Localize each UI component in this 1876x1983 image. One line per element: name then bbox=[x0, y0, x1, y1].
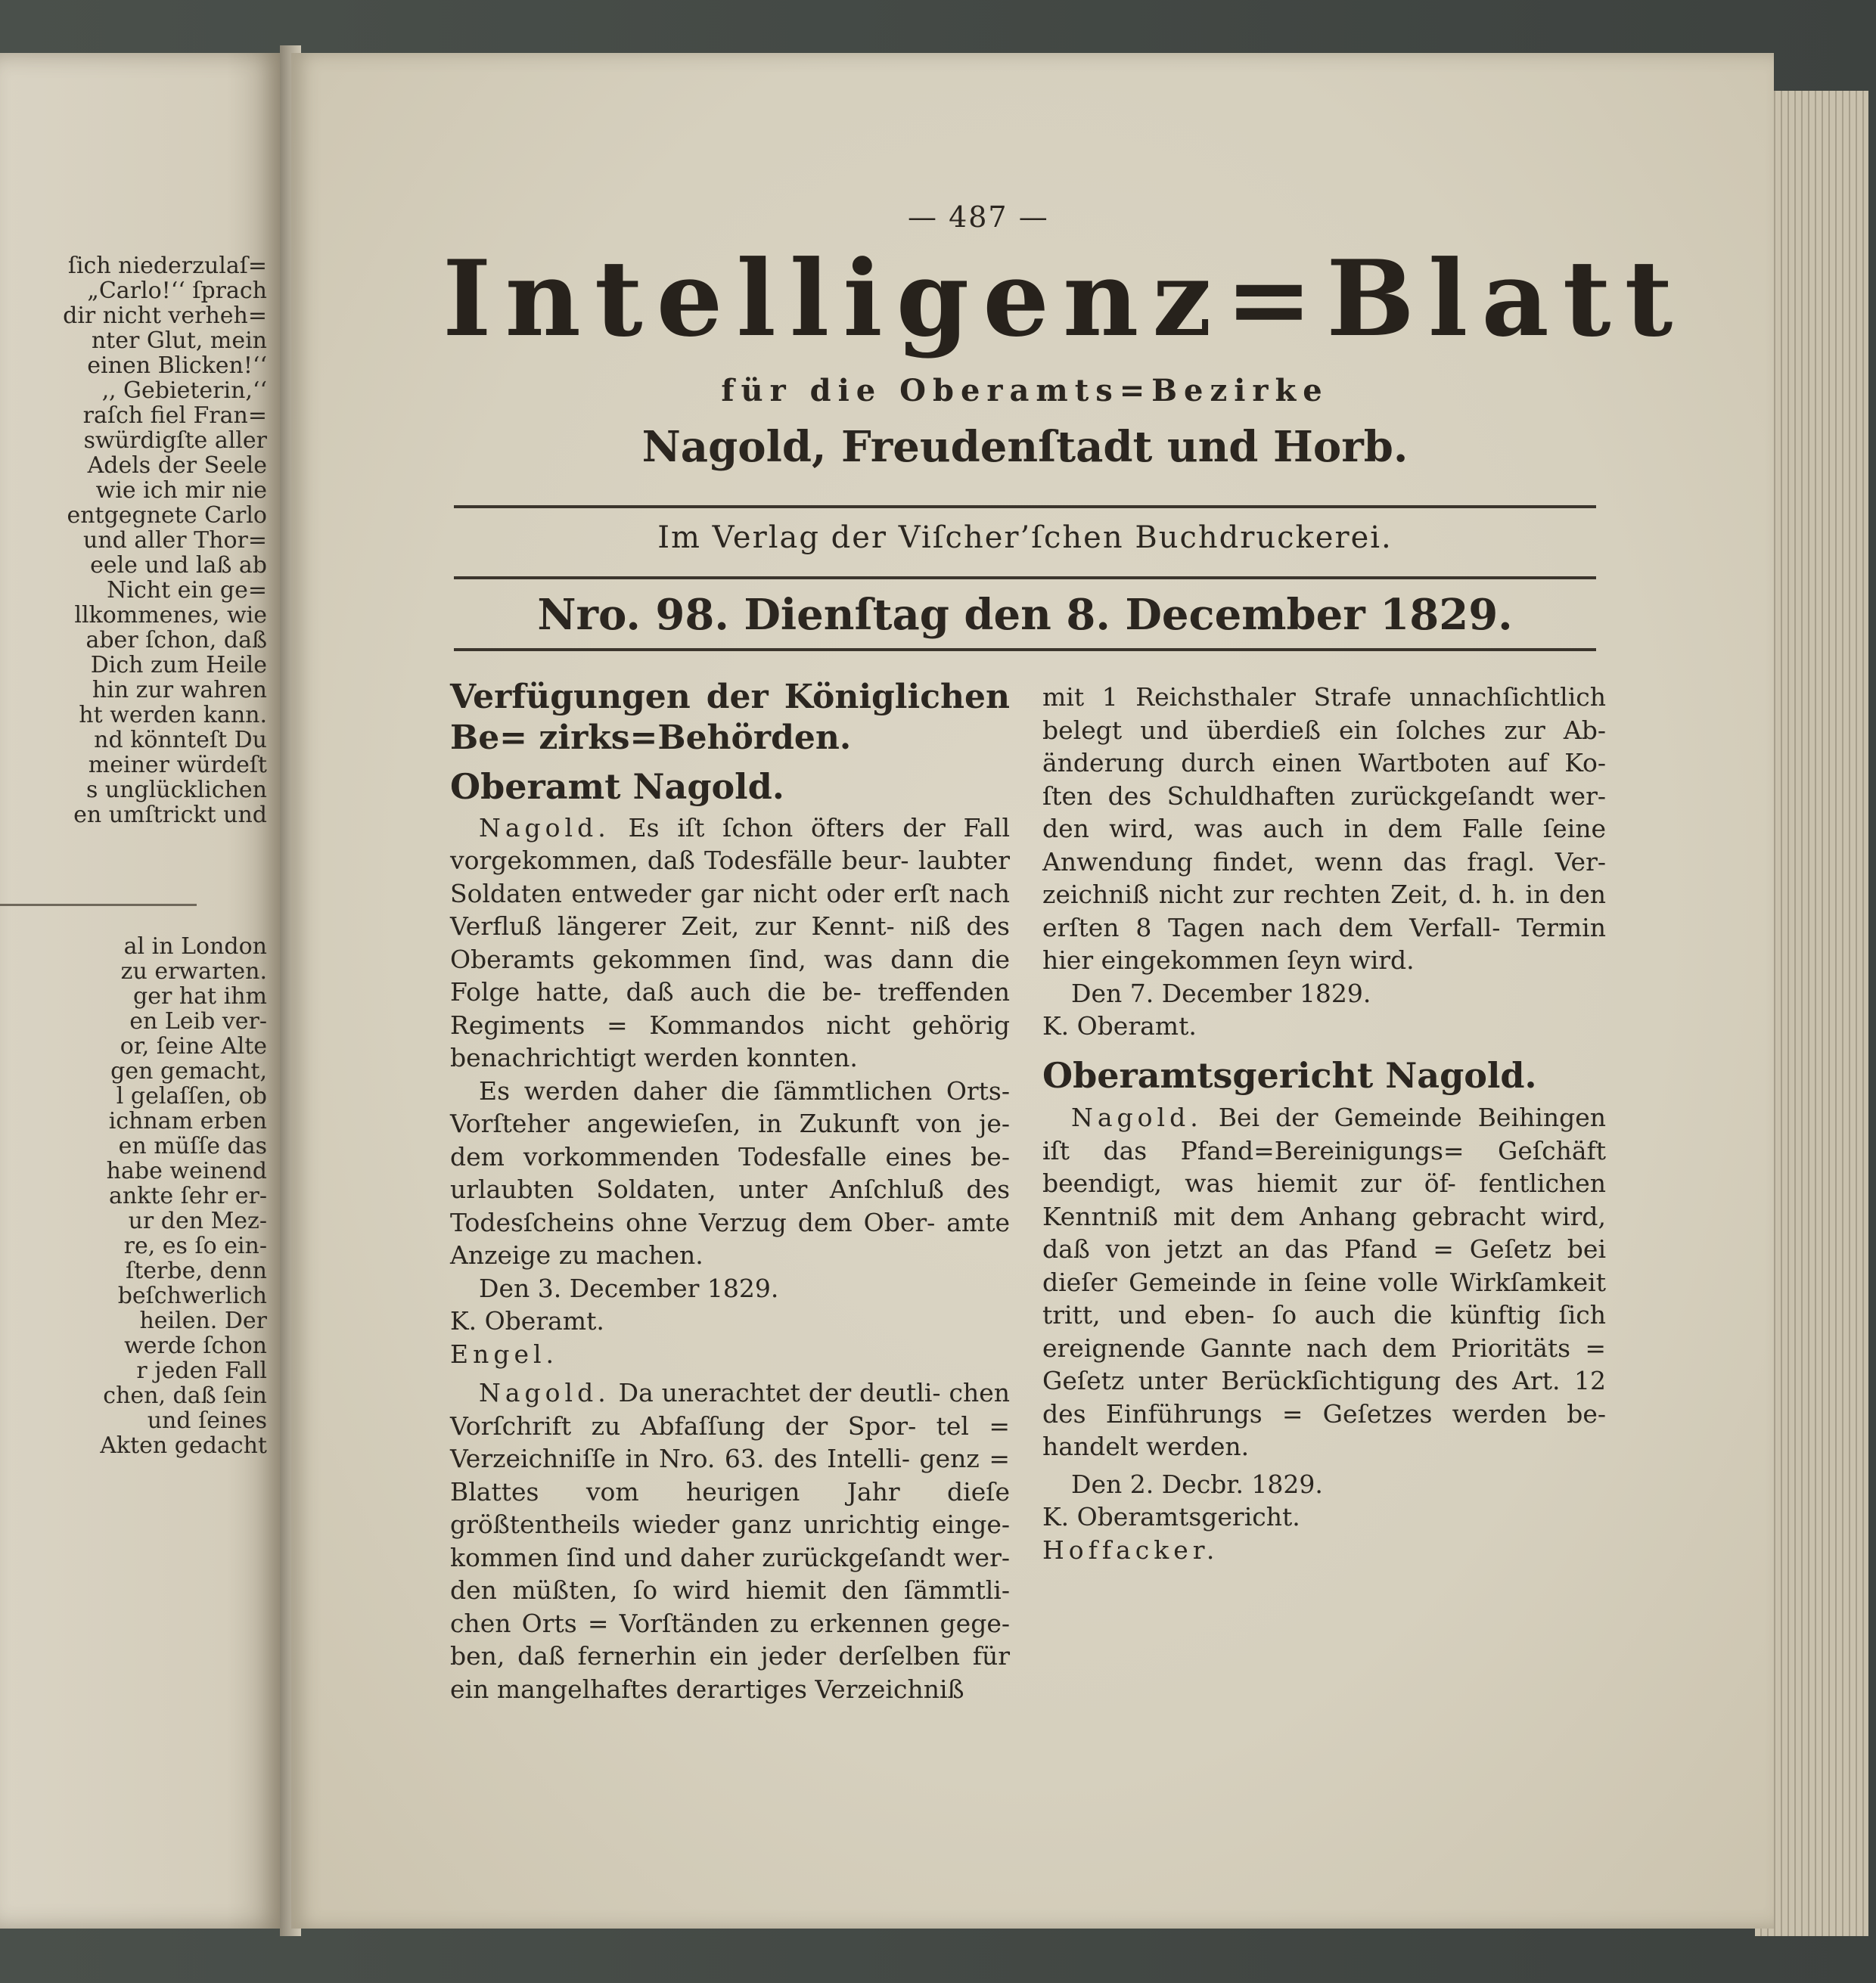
header-rule-bottom bbox=[454, 648, 1596, 651]
masthead-subtitle: für die Oberamts=Bezirke bbox=[721, 373, 1329, 408]
notice-1-date: Den 3. December 1829. bbox=[479, 1273, 779, 1303]
header-rule-top bbox=[454, 505, 1596, 508]
previous-page-line: Dich zum Heile bbox=[90, 652, 267, 678]
notice-1-body: Nagold. Es iſt ſchon öfters der Fall vorgekommen, daß Todesfälle beur- laubter Soldaten entweder gar nicht oder erſt nach Verfluß längerer Zeit, zur Kennt- niß des Oberamts gekommen ſind, was dann die Folge hatte, daß auch die be- treffenden Regiments = Kommandos nicht gehörig benachrichtigt werden konnten. bbox=[450, 812, 1010, 1072]
previous-page-line: habe weinend bbox=[106, 1158, 267, 1184]
notice-2-place: Nagold. bbox=[479, 1378, 610, 1407]
previous-page-line: or, ſeine Alte bbox=[120, 1033, 267, 1060]
previous-page-line: einen Blicken!‘‘ bbox=[87, 352, 267, 379]
notice-3-date: Den 2. Decbr. 1829. bbox=[1071, 1469, 1323, 1499]
previous-page-line: gen gemacht, bbox=[110, 1058, 267, 1085]
previous-page-line: chen, daß ſein bbox=[103, 1383, 267, 1409]
previous-page-line: raſch fiel Fran= bbox=[82, 402, 267, 429]
previous-page-line: ſterbe, denn bbox=[126, 1258, 267, 1284]
previous-page-line: llkommenes, wie bbox=[74, 602, 267, 628]
previous-page-line: werde ſchon bbox=[124, 1333, 267, 1359]
oberamtsgericht-heading: Oberamtsgericht Nagold. bbox=[1042, 1054, 1537, 1096]
previous-page-line: ur den Mez- bbox=[128, 1208, 267, 1234]
notice-3-signature: Hoffacker. bbox=[1042, 1535, 1219, 1565]
previous-page-line: eele und laß ab bbox=[90, 552, 267, 579]
notice-3-authority: K. Oberamtsgericht. bbox=[1042, 1502, 1300, 1531]
notice-3-body: Nagold. Bei der Gemeinde Beihingen iſt das Pfand=Bereinigungs= Geſchäft beendigt, was hiemit zur öf- fentlichen Kenntniß mit dem Anhang gebracht wird, daß von jetzt an das Pfand = Geſetz bei dieſer Gemeinde in ſeine volle Wirkſamkeit tritt, und eben- ſo auch die künftig ſich ereignende Gannte nach dem Prioritäts = Geſetz unter Berückſichtigung des Art. 12 des Einführungs = Geſetzes werden be- handelt werden. bbox=[1042, 1103, 1606, 1461]
previous-page-divider bbox=[0, 904, 197, 906]
previous-page-line: en Leib ver- bbox=[129, 1008, 267, 1035]
previous-page-line: hin zur wahren bbox=[92, 677, 267, 703]
previous-page-line: nd könnteſt Du bbox=[94, 727, 267, 753]
previous-page-line: Akten gedacht bbox=[100, 1432, 267, 1459]
section-heading: Verfügungen der Königlichen Be= zirks=Behörden. bbox=[450, 678, 1010, 757]
masthead-title: Intelligenz=Blatt bbox=[443, 237, 1687, 360]
previous-page-line: und ſeines bbox=[147, 1407, 267, 1434]
previous-page-line: ger hat ihm bbox=[133, 983, 267, 1010]
previous-page-line: en müſſe das bbox=[118, 1133, 267, 1159]
previous-page-line: zu erwarten. bbox=[120, 958, 267, 985]
previous-page-line: heilen. Der bbox=[139, 1308, 267, 1334]
notice-3-place: Nagold. bbox=[1071, 1103, 1203, 1132]
previous-page-text-bottom bbox=[100, 934, 267, 1458]
previous-page-text-top bbox=[63, 253, 267, 827]
notice-1-place: Nagold. bbox=[479, 812, 610, 843]
notice-2-date: Den 7. December 1829. bbox=[1071, 978, 1371, 1008]
notice-2-continuation: mit 1 Reichsthaler Strafe unnachſichtlich belegt und überdieß ein ſolches zur Ab- änderung durch einen Wartboten auf Ko- ſten des Schuldhaften zurückgeſandt wer- den wird, was auch in dem Falle ſeine Anwendung findet, wenn das fragl. Ver- zeichniß nicht zur rechten Zeit, d. h. in den erſten 8 Tagen nach dem Verfall- Termin hier eingekommen ſeyn wird. bbox=[1042, 682, 1606, 975]
previous-page-line: nter Glut, mein bbox=[91, 327, 267, 354]
previous-page-line: ſich niederzulaſ= bbox=[67, 253, 267, 279]
previous-page-line: dir nicht verheh= bbox=[63, 303, 267, 329]
previous-page-line: al in London bbox=[123, 933, 267, 960]
previous-page-line: ht werden kann. bbox=[79, 702, 267, 728]
oberamt-heading: Oberamt Nagold. bbox=[450, 766, 784, 807]
previous-page-line: Nicht ein ge= bbox=[107, 577, 267, 604]
previous-page-line: s unglücklichen bbox=[85, 777, 267, 803]
page-number: — 487 — bbox=[908, 200, 1049, 234]
previous-page-line: ‚, Gebieterin,‘‘ bbox=[101, 377, 267, 404]
previous-page-line: ankte ſehr er- bbox=[108, 1183, 267, 1209]
previous-page-line: Adels der Seele bbox=[87, 452, 267, 479]
notice-1-body-2: Es werden daher die ſämmtlichen Orts- Vorſteher angewieſen, in Zukunft von je- dem vorkommenden Todesfalle eines be- urlaubten Soldaten, unter Anſchluß des Todesſcheins ohne Verzug dem Ober- amte Anzeige zu machen. bbox=[450, 1075, 1010, 1270]
notice-2-authority: K. Oberamt. bbox=[1042, 1011, 1197, 1041]
previous-page-line: und aller Thor= bbox=[83, 527, 267, 554]
issue-line: Nro. 98. Dienſtag den 8. December 1829. bbox=[537, 590, 1513, 640]
notice-2-body: Nagold. Da unerachtet der deutli- chen Vorſchrift zu Abfaſſung der Spor- tel = Verzeichniſſe in Nro. 63. des Intelli- genz = Blattes vom heurigen Jahr dieſe größtentheils wieder ganz unrichtig einge- kommen ſind und daher zurückgeſandt wer- den müßten, ſo wird hiemit den ſämmtli- chen Orts = Vorſtänden zu erkennen gege- ben, daß fernerhin ein jeder derſelben für ein mangelhaftes derartiges Verzeichniß bbox=[450, 1378, 1010, 1704]
previous-page-line: l gelaſſen, ob bbox=[116, 1083, 267, 1109]
previous-page-line: entgegnete Carlo bbox=[67, 502, 267, 529]
right-column bbox=[1042, 681, 1606, 1566]
previous-page-line: wie ich mir nie bbox=[95, 477, 267, 504]
previous-page-line: meiner würdeſt bbox=[88, 752, 267, 778]
previous-page-line: swürdigſte aller bbox=[83, 427, 267, 454]
previous-page-line: aber ſchon, daß bbox=[85, 627, 267, 653]
previous-page-line: „Carlo!‘‘ ſprach bbox=[87, 278, 267, 304]
left-column bbox=[450, 677, 1010, 1705]
previous-page-line: en umſtrickt und bbox=[73, 802, 267, 828]
previous-page-line: beſchwerlich bbox=[117, 1283, 267, 1309]
previous-page-line: r jeden Fall bbox=[136, 1358, 267, 1384]
publisher-line: Im Verlag der Viſcher’ſchen Buchdruckerei. bbox=[657, 520, 1393, 555]
notice-1-signature: Engel. bbox=[450, 1339, 559, 1369]
previous-page-line: ichnam erben bbox=[108, 1108, 267, 1134]
notice-1-authority: K. Oberamt. bbox=[450, 1306, 604, 1336]
previous-page-line: re, es ſo ein- bbox=[123, 1233, 267, 1259]
header-rule-middle bbox=[454, 576, 1596, 579]
previous-page bbox=[0, 53, 284, 1929]
masthead-districts: Nagold, Freudenſtadt und Horb. bbox=[641, 422, 1409, 472]
